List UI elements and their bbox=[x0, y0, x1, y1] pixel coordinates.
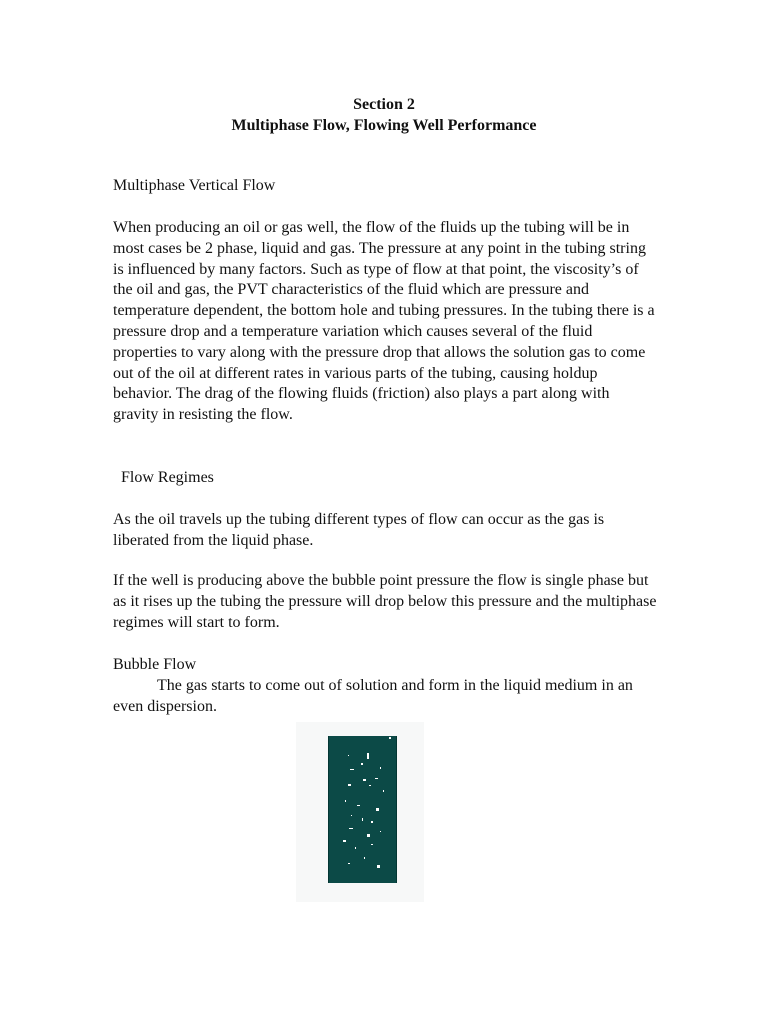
gas-bubbles-illustration bbox=[329, 736, 396, 883]
paragraph-oil-travels: As the oil travels up the tubing different types of flow can occur as the gas is liberated from the liquid phase. bbox=[113, 511, 605, 549]
paragraph-intro: When producing an oil or gas well, the flow of the fluids up the tubing will be in most cases be 2 phase, liquid and gas. The pressure at any point in the tubing string is influenced by many factors. Such as type of flow at that point, the viscosity’s of the oil and gas, the PVT characteristics of the fluid which are pressure and temperature dependent, the bottom hole and tubing pressures. In the tubing there is a pressure drop and a temperature variation which causes several of the fluid properties to vary along with the pressure drop that allows the solution gas to come out of the oil at different rates in various parts of the tubing, causing holdup behavior. The drag of the flowing fluids (friction) also plays a part along with gravity in resisting the flow. bbox=[113, 219, 655, 424]
paragraph-bubble-point: If the well is producing above the bubble point pressure the flow is single phase but as it rises up the tubing the pressure will drop below this pressure and the multiphase regimes will start to form. bbox=[113, 572, 657, 631]
bubble-flow-tubing-figure bbox=[328, 736, 397, 883]
section-title: Multiphase Flow, Flowing Well Performance bbox=[231, 117, 537, 134]
heading-bubble-flow: Bubble Flow bbox=[113, 656, 197, 673]
section-number: Section 2 bbox=[353, 96, 415, 113]
heading-flow-regimes: Flow Regimes bbox=[121, 469, 214, 486]
heading-multiphase-vertical-flow: Multiphase Vertical Flow bbox=[113, 177, 276, 194]
paragraph-bubble-flow: The gas starts to come out of solution and form in the liquid medium in an even dispersion. bbox=[113, 677, 633, 715]
